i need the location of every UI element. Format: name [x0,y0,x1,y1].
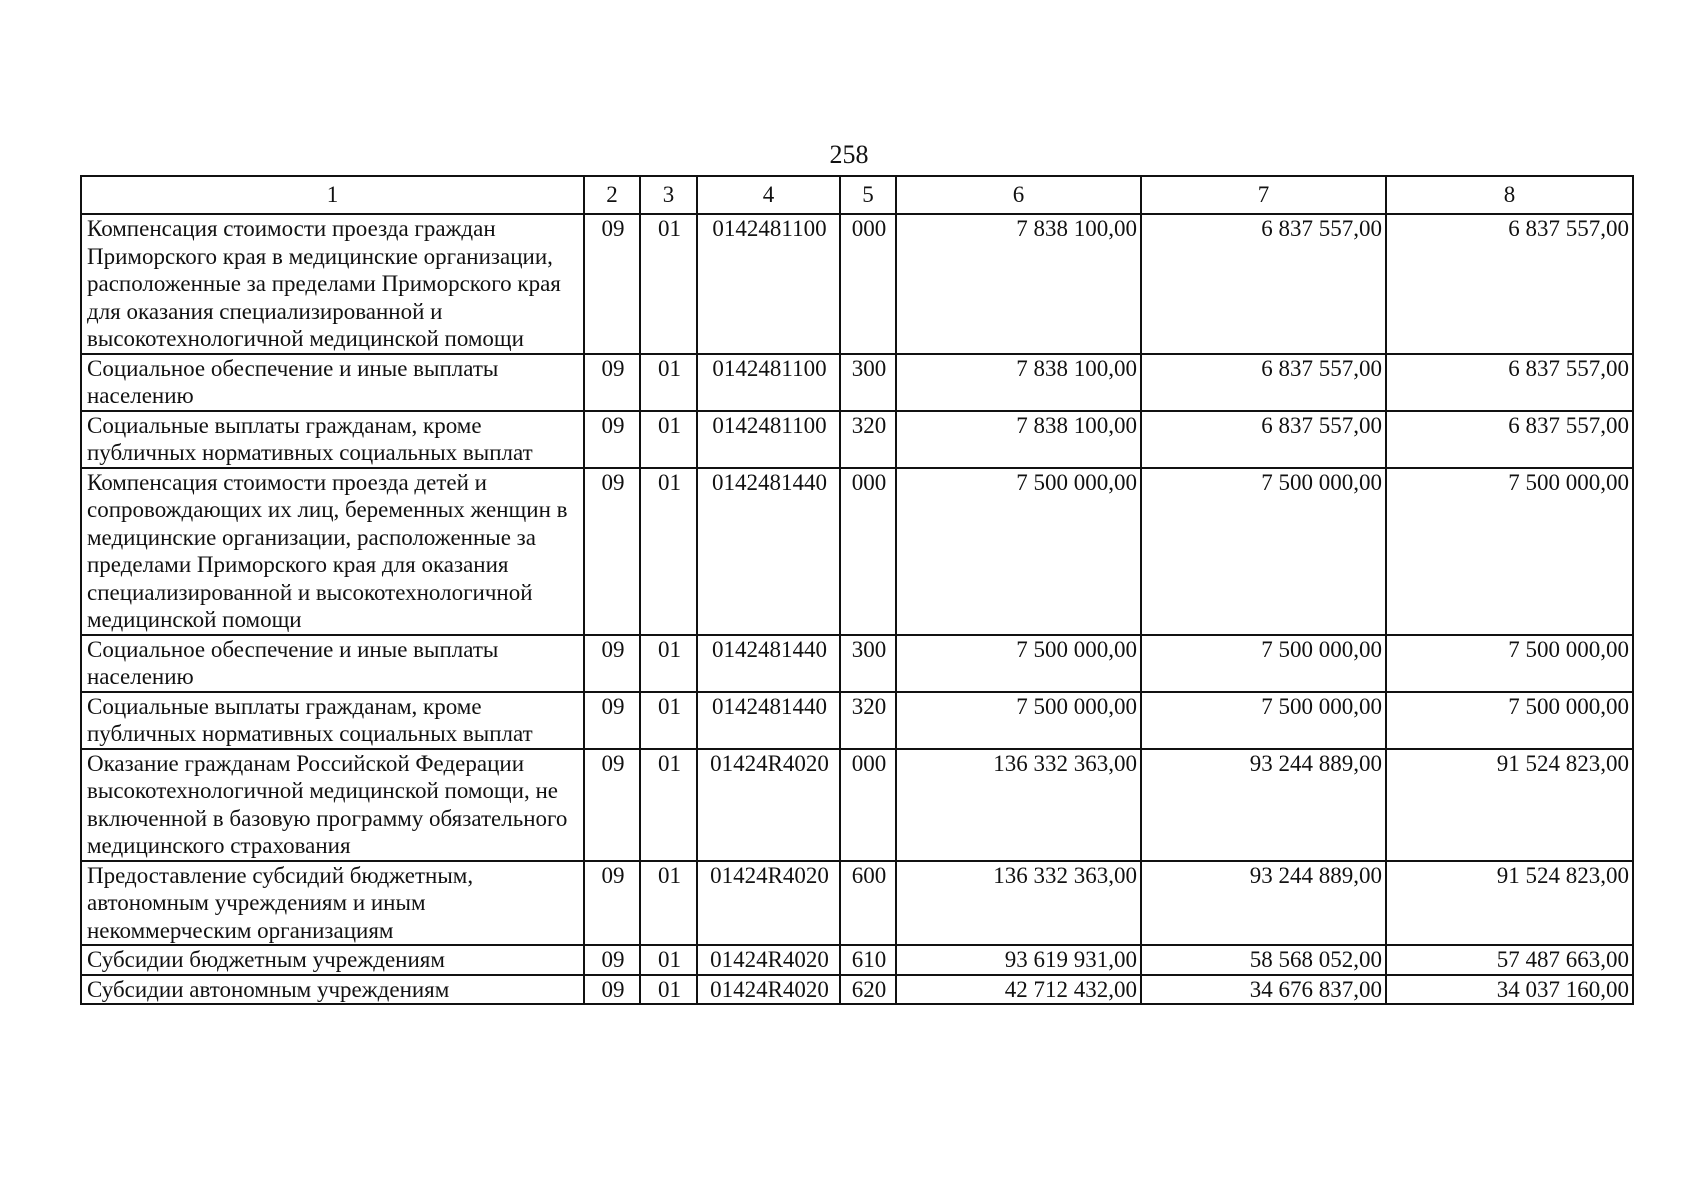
section-code-cell: 09 [584,411,640,468]
expense-type-cell: 620 [840,975,896,1005]
amount-col7-cell: 34 676 837,00 [1141,975,1386,1005]
header-cell: 3 [640,176,697,214]
amount-col8-cell: 7 500 000,00 [1386,635,1633,692]
subsection-code-cell: 01 [640,214,697,354]
target-article-cell: 01424R4020 [697,861,840,946]
expense-type-cell: 000 [840,468,896,635]
section-code-cell: 09 [584,861,640,946]
row-name-cell: Предоставление субсидий бюджетным, автономным учреждениям и иным некоммерческим организациям [81,861,584,946]
header-cell: 7 [1141,176,1386,214]
expense-type-cell: 300 [840,354,896,411]
target-article-cell: 0142481100 [697,411,840,468]
subsection-code-cell: 01 [640,635,697,692]
amount-col7-cell: 6 837 557,00 [1141,214,1386,354]
table-row [81,692,1633,749]
target-article-cell: 0142481100 [697,214,840,354]
section-code-cell: 09 [584,354,640,411]
table-row [81,749,1633,861]
amount-col8-cell: 6 837 557,00 [1386,411,1633,468]
amount-col6-cell: 7 500 000,00 [896,692,1141,749]
amount-col6-cell: 7 838 100,00 [896,354,1141,411]
subsection-code-cell: 01 [640,692,697,749]
page-number: 258 [829,140,869,169]
amount-col7-cell: 93 244 889,00 [1141,861,1386,946]
expense-type-cell: 300 [840,635,896,692]
amount-col7-cell: 58 568 052,00 [1141,945,1386,975]
target-article-cell: 0142481440 [697,692,840,749]
amount-col8-cell: 57 487 663,00 [1386,945,1633,975]
row-name-cell: Компенсация стоимости проезда детей и сопровождающих их лиц, беременных женщин в медицинские организации, расположенные за пределами Приморского края для оказания специализированной и высокотехнологичной медицинской помощи [81,468,584,635]
header-cell: 8 [1386,176,1633,214]
subsection-code-cell: 01 [640,411,697,468]
amount-col7-cell: 7 500 000,00 [1141,692,1386,749]
expense-type-cell: 610 [840,945,896,975]
row-name-cell: Социальное обеспечение и иные выплаты населению [81,635,584,692]
section-code-cell: 09 [584,468,640,635]
amount-col6-cell: 42 712 432,00 [896,975,1141,1005]
header-cell: 1 [81,176,584,214]
header-row [81,176,1633,214]
section-code-cell: 09 [584,692,640,749]
amount-col8-cell: 6 837 557,00 [1386,214,1633,354]
amount-col7-cell: 7 500 000,00 [1141,468,1386,635]
expense-type-cell: 600 [840,861,896,946]
table-row [81,354,1633,411]
target-article-cell: 0142481100 [697,354,840,411]
amount-col8-cell: 6 837 557,00 [1386,354,1633,411]
amount-col6-cell: 7 500 000,00 [896,468,1141,635]
target-article-cell: 0142481440 [697,635,840,692]
section-code-cell: 09 [584,635,640,692]
row-name-cell: Социальное обеспечение и иные выплаты населению [81,354,584,411]
target-article-cell: 01424R4020 [697,749,840,861]
table-row [81,411,1633,468]
subsection-code-cell: 01 [640,945,697,975]
budget-table [80,175,1634,1005]
amount-col6-cell: 7 500 000,00 [896,635,1141,692]
row-name-cell: Социальные выплаты гражданам, кроме публичных нормативных социальных выплат [81,692,584,749]
table-row [81,945,1633,975]
table-body [81,214,1633,1004]
section-code-cell: 09 [584,749,640,861]
amount-col8-cell: 91 524 823,00 [1386,861,1633,946]
amount-col7-cell: 6 837 557,00 [1141,354,1386,411]
subsection-code-cell: 01 [640,861,697,946]
row-name-cell: Субсидии бюджетным учреждениям [81,945,584,975]
subsection-code-cell: 01 [640,468,697,635]
amount-col8-cell: 7 500 000,00 [1386,468,1633,635]
amount-col7-cell: 7 500 000,00 [1141,635,1386,692]
amount-col8-cell: 7 500 000,00 [1386,692,1633,749]
amount-col8-cell: 34 037 160,00 [1386,975,1633,1005]
expense-type-cell: 320 [840,692,896,749]
table-row [81,214,1633,354]
table-row [81,468,1633,635]
target-article-cell: 0142481440 [697,468,840,635]
section-code-cell: 09 [584,214,640,354]
amount-col8-cell: 91 524 823,00 [1386,749,1633,861]
section-code-cell: 09 [584,945,640,975]
amount-col6-cell: 7 838 100,00 [896,214,1141,354]
subsection-code-cell: 01 [640,354,697,411]
amount-col6-cell: 136 332 363,00 [896,861,1141,946]
section-code-cell: 09 [584,975,640,1005]
header-cell: 4 [697,176,840,214]
amount-col6-cell: 136 332 363,00 [896,749,1141,861]
table-row [81,635,1633,692]
expense-type-cell: 000 [840,749,896,861]
header-cell: 2 [584,176,640,214]
table-row [81,975,1633,1005]
expense-type-cell: 320 [840,411,896,468]
row-name-cell: Оказание гражданам Российской Федерации высокотехнологичной медицинской помощи, не включенной в базовую программу обязательного медицинского страхования [81,749,584,861]
subsection-code-cell: 01 [640,975,697,1005]
row-name-cell: Компенсация стоимости проезда граждан Приморского края в медицинские организации, расположенные за пределами Приморского края для оказания специализированной и высокотехнологичной медицинской помощи [81,214,584,354]
amount-col6-cell: 7 838 100,00 [896,411,1141,468]
target-article-cell: 01424R4020 [697,945,840,975]
expense-type-cell: 000 [840,214,896,354]
row-name-cell: Субсидии автономным учреждениям [81,975,584,1005]
target-article-cell: 01424R4020 [697,975,840,1005]
subsection-code-cell: 01 [640,749,697,861]
amount-col7-cell: 6 837 557,00 [1141,411,1386,468]
row-name-cell: Социальные выплаты гражданам, кроме публичных нормативных социальных выплат [81,411,584,468]
amount-col7-cell: 93 244 889,00 [1141,749,1386,861]
header-cell: 6 [896,176,1141,214]
table-row [81,861,1633,946]
amount-col6-cell: 93 619 931,00 [896,945,1141,975]
header-cell: 5 [840,176,896,214]
